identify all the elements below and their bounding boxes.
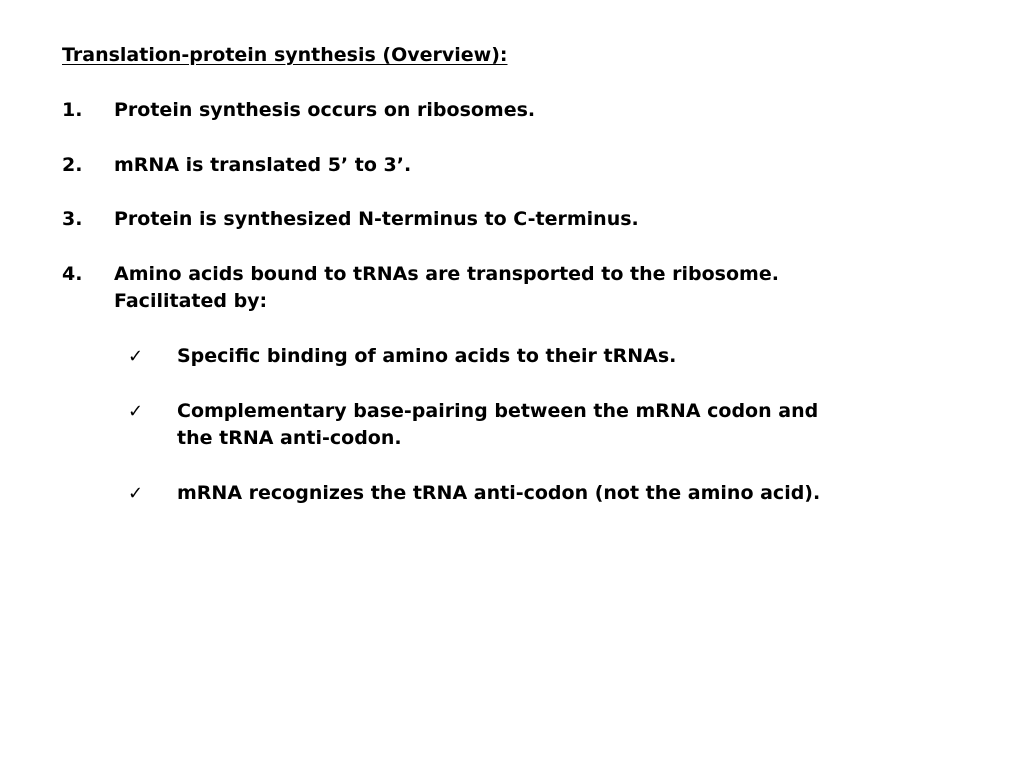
- item-number: 2.: [62, 154, 83, 176]
- check-item-2: [128, 398, 968, 454]
- item-number: 1.: [62, 99, 83, 121]
- item-text-line-2: Facilitated by:: [114, 290, 268, 312]
- check-item-text: [177, 398, 967, 452]
- checkmark-icon: ✓: [128, 483, 144, 504]
- item-text: Protein is synthesized N-terminus to C-terminus.: [114, 208, 639, 230]
- item-number: 4.: [62, 263, 83, 285]
- check-item-text-line-1: Complementary base-pairing between the mRNA codon and: [177, 400, 819, 422]
- check-item-text: mRNA recognizes the tRNA anti-codon (not the amino acid).: [177, 482, 821, 504]
- item-text-line-1: Amino acids bound to tRNAs are transported to the ribosome.: [114, 263, 779, 285]
- slide-title: Translation-protein synthesis (Overview):: [62, 44, 508, 66]
- check-item-text: Specific binding of amino acids to their tRNAs.: [177, 345, 677, 367]
- item-text: mRNA is translated 5’ to 3’.: [114, 154, 412, 176]
- numbered-item-4: [62, 261, 942, 317]
- checkmark-icon: ✓: [128, 346, 144, 367]
- check-item-text-line-2: the tRNA anti-codon.: [177, 427, 402, 449]
- item-number: 3.: [62, 208, 83, 230]
- item-text: [114, 261, 954, 315]
- checkmark-icon: ✓: [128, 401, 144, 422]
- item-text: Protein synthesis occurs on ribosomes.: [114, 99, 536, 121]
